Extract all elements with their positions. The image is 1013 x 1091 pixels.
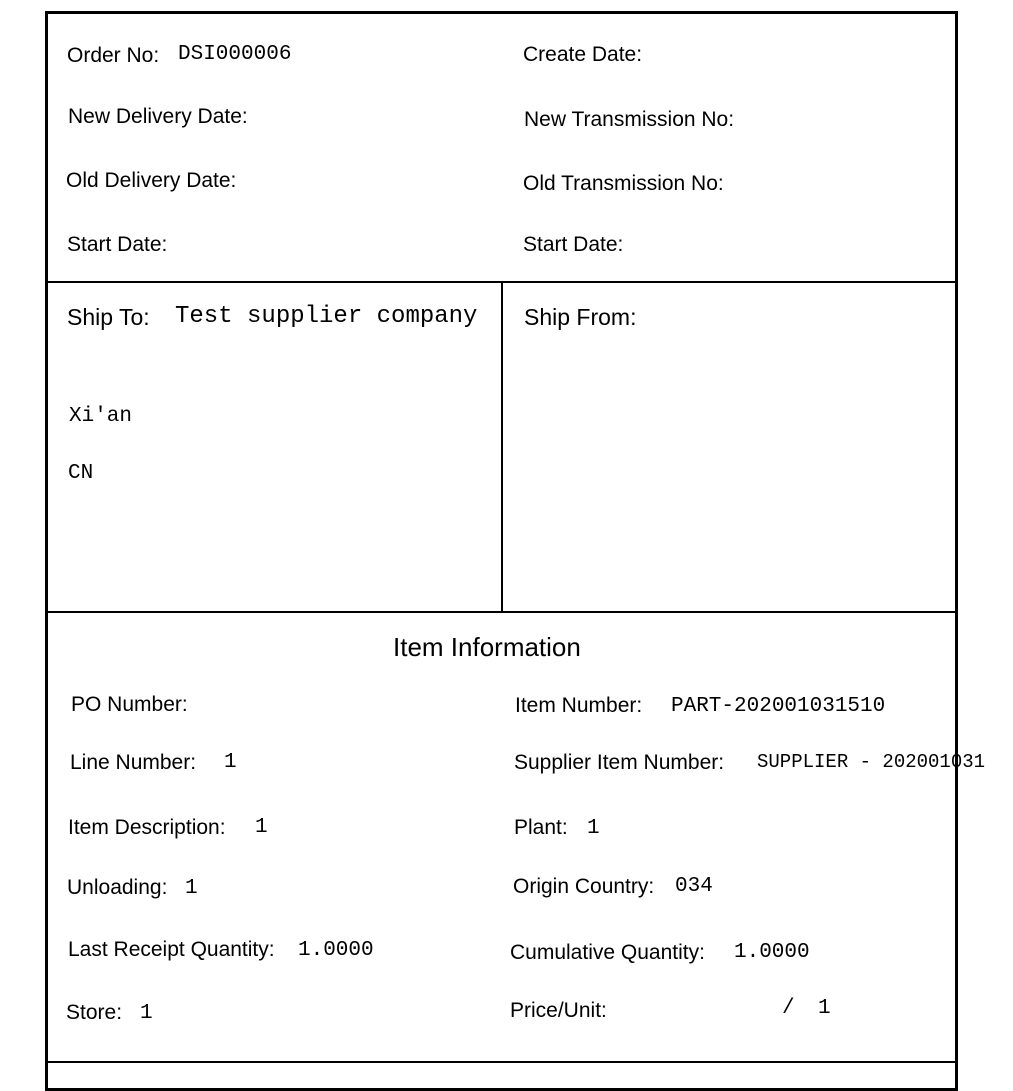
order-no-value: DSI000006 xyxy=(178,43,292,66)
item-section-bottom-divider xyxy=(45,1061,958,1063)
item-number-label: Item Number: xyxy=(515,694,643,717)
plant-value: 1 xyxy=(587,817,600,840)
ship-divider xyxy=(45,611,958,613)
plant-label: Plant: xyxy=(514,816,568,839)
ship-to-country: CN xyxy=(68,462,94,485)
price-separator: / xyxy=(782,997,795,1020)
start-date-right-label: Start Date: xyxy=(523,233,624,256)
old-transmission-no-label: Old Transmission No: xyxy=(523,172,724,195)
line-number-label: Line Number: xyxy=(70,751,197,774)
ship-column-divider xyxy=(501,281,503,612)
last-receipt-quantity-value: 1.0000 xyxy=(298,939,374,962)
old-delivery-date-label: Old Delivery Date: xyxy=(66,169,237,192)
last-receipt-quantity-label: Last Receipt Quantity: xyxy=(68,938,275,961)
cumulative-quantity-value: 1.0000 xyxy=(734,941,810,964)
ship-from-label: Ship From: xyxy=(524,304,637,330)
origin-country-label: Origin Country: xyxy=(513,875,655,898)
po-number-label: PO Number: xyxy=(71,693,188,716)
unloading-value: 1 xyxy=(185,877,198,900)
price-unit-label: Price/Unit: xyxy=(510,999,607,1022)
new-transmission-no-label: New Transmission No: xyxy=(524,108,735,131)
store-label: Store: xyxy=(66,1001,123,1024)
supplier-item-number-value: SUPPLIER - 202001031 xyxy=(757,751,986,773)
item-information-title: Item Information xyxy=(393,632,581,662)
ship-to-label: Ship To: xyxy=(67,304,150,330)
price-unit-value: 1 xyxy=(818,997,831,1020)
ship-to-company: Test supplier company xyxy=(175,303,478,330)
unloading-label: Unloading: xyxy=(67,876,168,899)
new-delivery-date-label: New Delivery Date: xyxy=(68,105,248,128)
ship-to-city: Xi'an xyxy=(69,405,133,428)
supplier-item-number-label: Supplier Item Number: xyxy=(514,751,725,774)
start-date-left-label: Start Date: xyxy=(67,233,168,256)
line-number-value: 1 xyxy=(224,751,237,774)
order-no-label: Order No: xyxy=(67,44,160,67)
origin-country-value: 034 xyxy=(675,875,713,898)
item-number-value: PART-202001031510 xyxy=(671,695,886,718)
store-value: 1 xyxy=(140,1002,153,1025)
create-date-label: Create Date: xyxy=(523,43,643,66)
cumulative-quantity-label: Cumulative Quantity: xyxy=(510,941,705,964)
item-description-label: Item Description: xyxy=(68,816,226,839)
item-description-value: 1 xyxy=(255,816,268,839)
